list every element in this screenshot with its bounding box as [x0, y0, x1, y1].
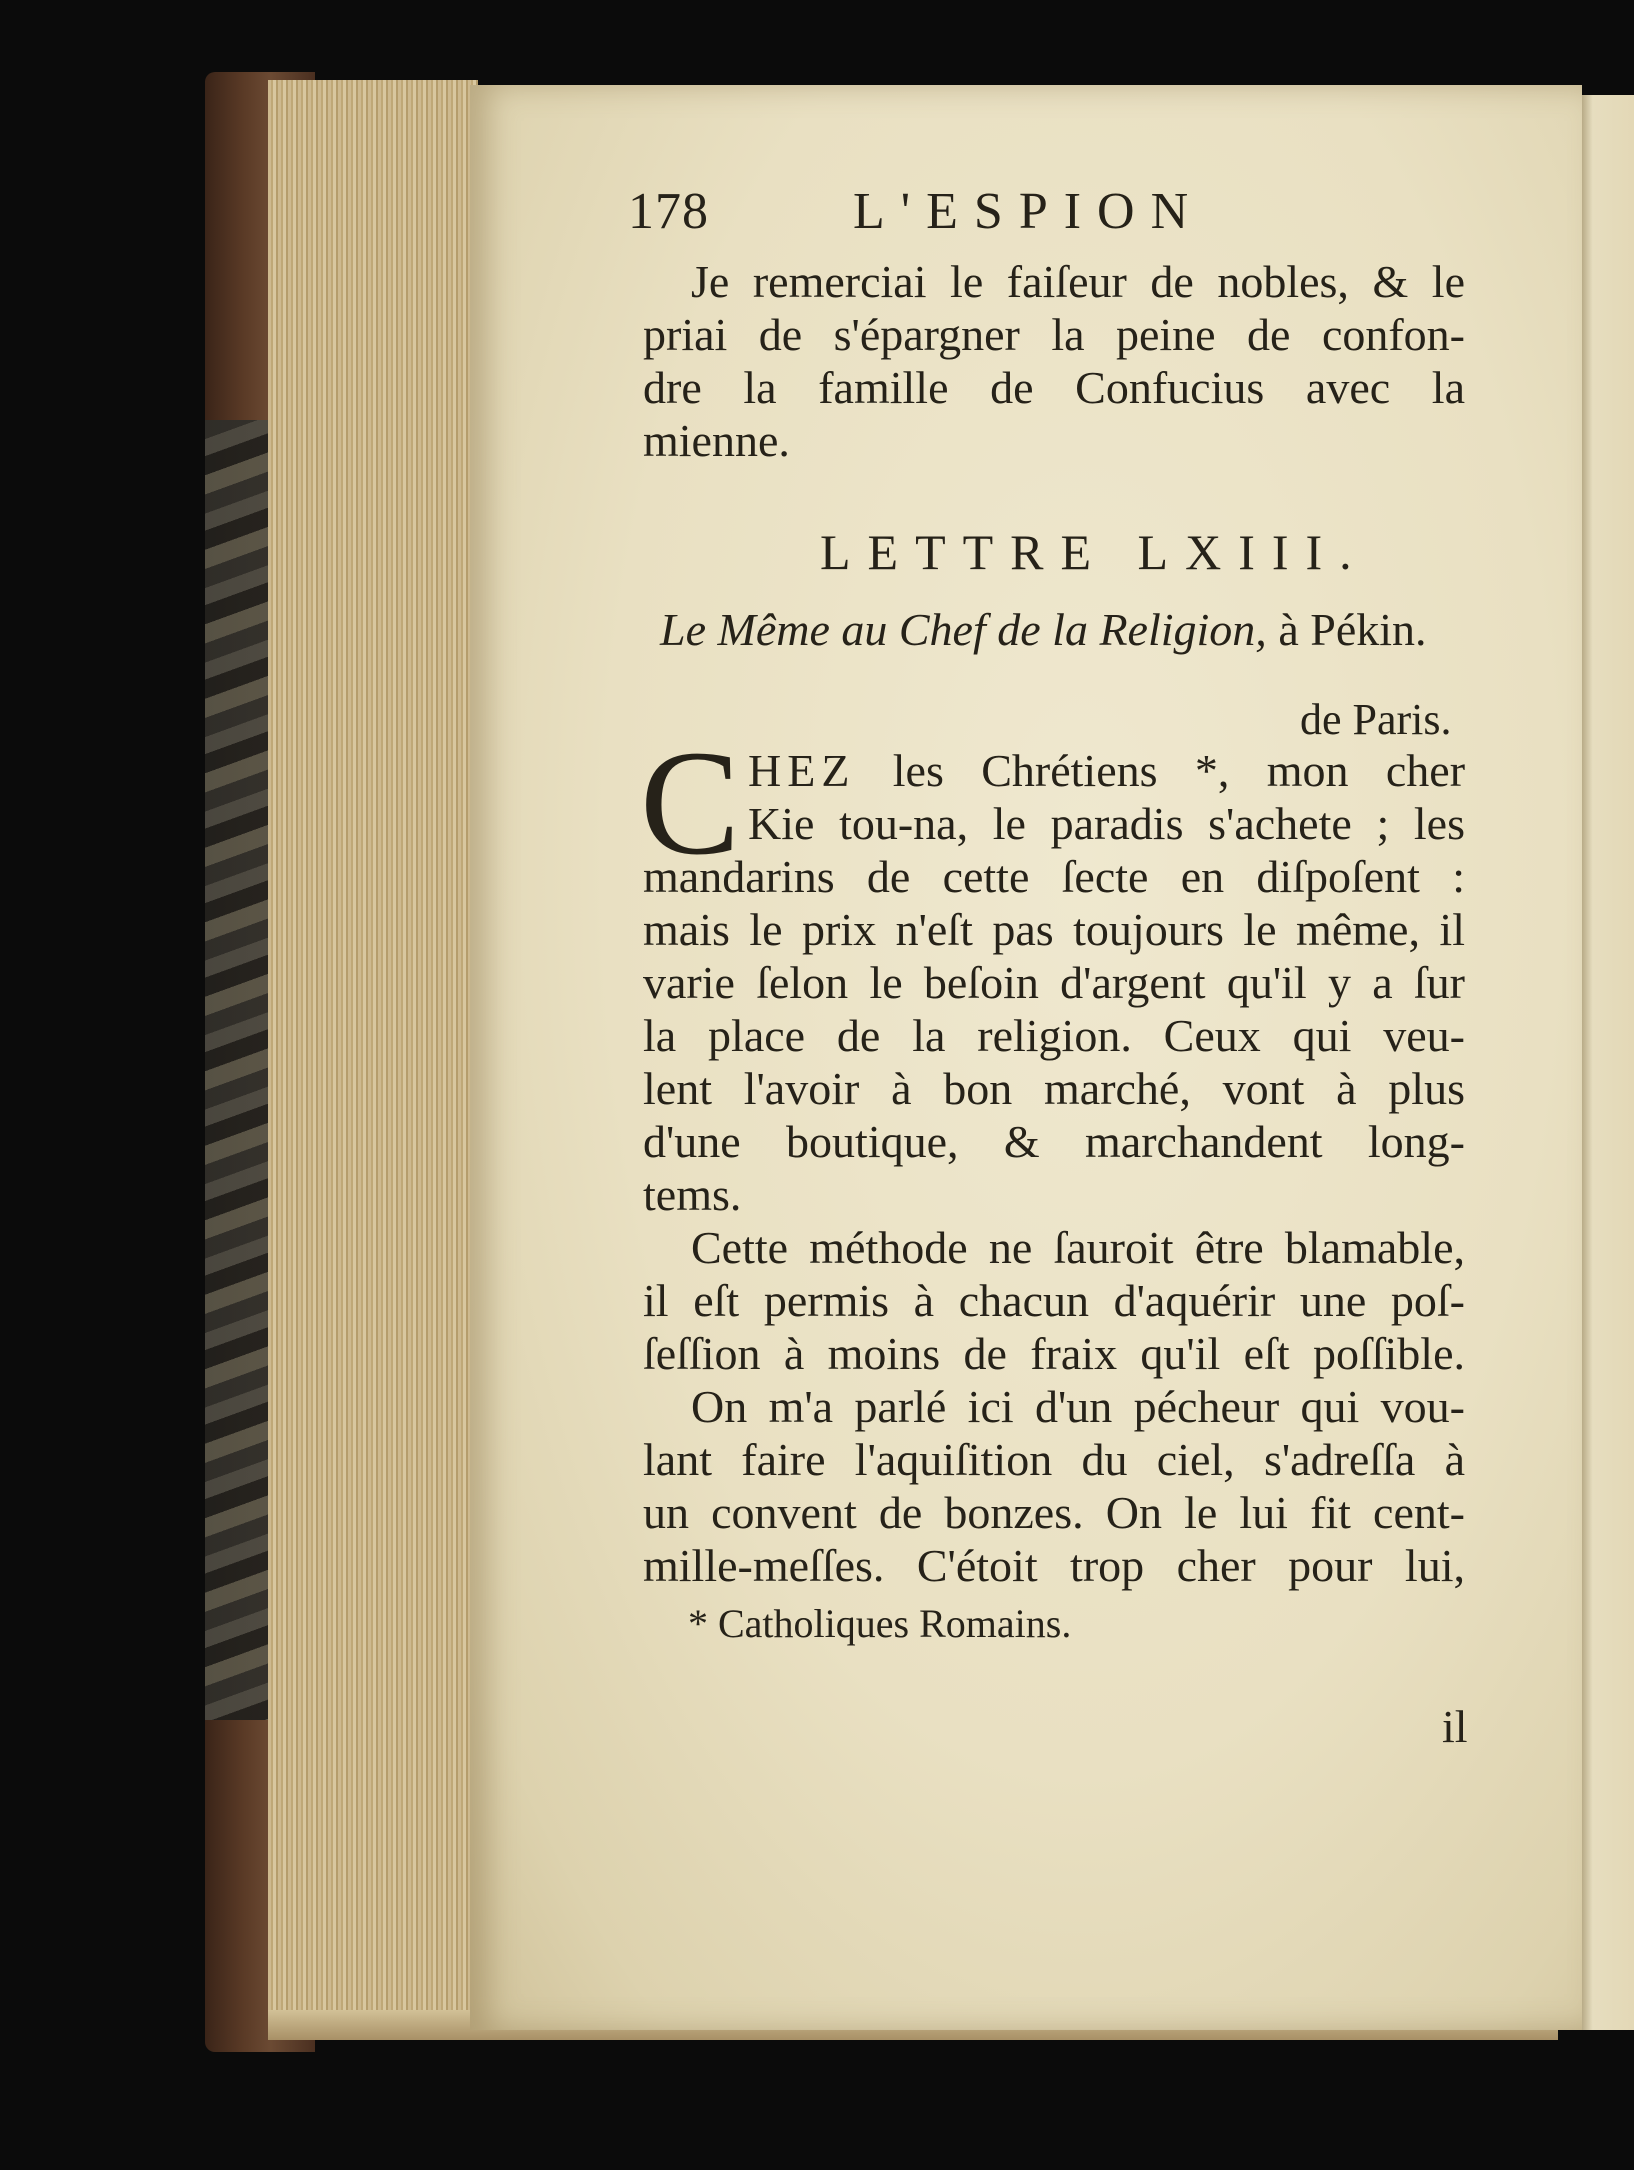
running-title: L'ESPION [853, 183, 1205, 240]
text-line: On m'a parlé ici d'un pécheur qui vou- [691, 1381, 1465, 1432]
text-line: mais le prix n'eſt pas toujours le même, il [643, 904, 1465, 955]
text-line: lent l'avoir à bon marché, vont à plus [643, 1063, 1465, 1114]
text-line: il eſt permis à chacun d'aquérir une poſ- [643, 1275, 1465, 1326]
subtitle-italic: Le Même au Chef de la Religion, [660, 604, 1267, 655]
first-line-rest: les Chrétiens *, mon cher [892, 745, 1466, 796]
text-line: un convent de bonzes. On le lui fit cent- [643, 1487, 1465, 1538]
footnote: * Catholiques Romains. [688, 1601, 1072, 1646]
marbled-board [205, 420, 275, 1720]
text-line: varie ſelon le beſoin d'argent qu'il y a ſur [643, 957, 1465, 1008]
text-line: tems. [643, 1169, 742, 1220]
text-line [748, 745, 1465, 797]
letter-heading: LETTRE LXIII. [820, 524, 1369, 580]
subtitle-roman: à Pékin. [1278, 604, 1427, 655]
letter-subtitle [660, 603, 1427, 656]
drop-cap: C [640, 720, 741, 886]
text-line: ſeſſion à moins de fraix qu'il eſt poſſible. [643, 1328, 1465, 1379]
running-header [628, 182, 1268, 242]
text-line: la place de la religion. Ceux qui veu- [643, 1010, 1465, 1061]
page-number: 178 [628, 183, 709, 240]
text-line: mille-meſſes. C'étoit trop cher pour lui, [643, 1540, 1465, 1591]
text-line: lant faire l'aquiſition du ciel, s'adreſſa à [643, 1434, 1465, 1485]
catchword: il [1442, 1701, 1468, 1752]
first-word-caps: HEZ [748, 745, 856, 796]
facing-page [1575, 95, 1634, 2030]
letter-place: de Paris. [1300, 695, 1452, 744]
text-line: Cette méthode ne ſauroit être blamable, [691, 1222, 1465, 1273]
text-line: Je remerciai le faiſeur de nobles, & le [691, 256, 1465, 307]
text-line: mandarins de cette ſecte en diſpoſent : [643, 851, 1465, 902]
text-line: mienne. [643, 415, 790, 466]
text-line: dre la famille de Confucius avec la [643, 362, 1465, 413]
text-line: Kie tou-na, le paradis s'achete ; les [748, 798, 1465, 849]
text-line: d'une boutique, & marchandent long- [643, 1116, 1465, 1167]
text-line: priai de s'épargner la peine de confon- [643, 309, 1465, 360]
page-edges [268, 80, 478, 2030]
